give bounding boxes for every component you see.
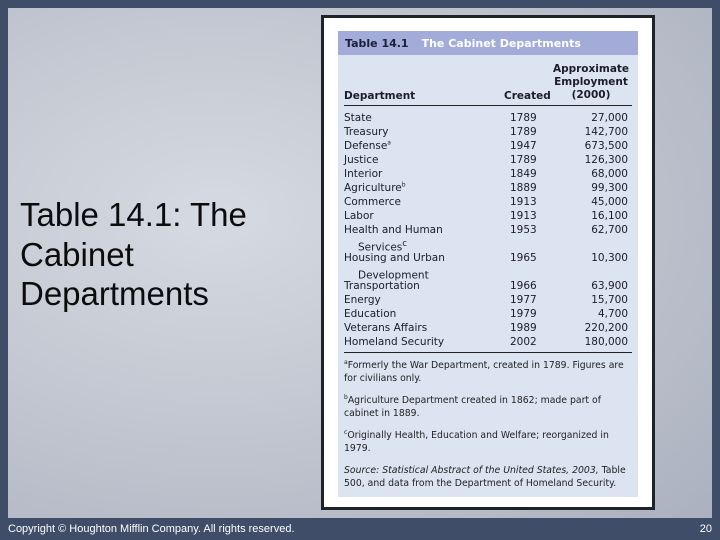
table-row	[344, 181, 632, 195]
cell-employment: 62,700	[591, 224, 628, 236]
footer-copyright: Copyright © Houghton Mifflin Company. All rights reserved.	[8, 523, 295, 535]
cell-employment: 63,900	[591, 280, 628, 292]
header-employment: Approximate Employment (2000)	[552, 63, 630, 101]
cell-created: 1889	[510, 182, 537, 194]
table-footnote: $^c$Originally Health, Education and Welfare; reorganized in 1979.	[344, 428, 609, 454]
cabinet-table	[338, 31, 638, 497]
table-row	[344, 167, 632, 181]
cell-employment: 4,700	[597, 308, 628, 320]
table-header	[344, 55, 632, 106]
cell-department-continued: Services$^c$	[358, 239, 408, 254]
cell-department: Commerce	[344, 196, 401, 208]
cell-employment: 68,000	[591, 168, 628, 180]
slide-title: Table 14.1: The Cabinet Departments	[20, 196, 247, 313]
cell-created: 1789	[510, 112, 537, 124]
source-rest: Table 500, and data from the Department of Homeland Security.	[344, 465, 626, 489]
table-row	[344, 279, 632, 293]
table-row	[344, 223, 632, 254]
cell-department: Education	[344, 308, 397, 320]
cell-created: 1966	[510, 280, 537, 292]
cell-department: Treasury	[344, 126, 389, 138]
cell-created: 1913	[510, 210, 537, 222]
table-row	[344, 209, 632, 223]
cell-employment: 99,300	[591, 182, 628, 194]
cell-employment: 220,200	[584, 322, 628, 334]
table-image-frame	[321, 15, 655, 510]
cell-department: Agriculture$^b$	[344, 181, 406, 194]
table-divider	[344, 352, 632, 353]
cell-employment: 15,700	[591, 294, 628, 306]
cell-department: Veterans Affairs	[344, 322, 428, 334]
cell-department: Energy	[344, 294, 381, 306]
cell-employment: 126,300	[584, 154, 628, 166]
cell-employment: 16,100	[591, 210, 628, 222]
cell-created: 1989	[510, 322, 537, 334]
table-row	[344, 321, 632, 335]
header-department: Department	[344, 90, 416, 102]
cell-created: 1947	[510, 140, 537, 152]
cell-department: Interior	[344, 168, 383, 180]
table-source	[344, 464, 632, 490]
table-row	[344, 335, 632, 349]
table-caption	[338, 31, 638, 55]
table-footnote: $^a$Formerly the War Department, created in 1789. Figures are for civilians only.	[344, 358, 624, 384]
cell-department: Justice	[344, 154, 379, 166]
cell-department: Housing and Urban	[344, 252, 445, 264]
table-row	[344, 125, 632, 139]
cell-created: 2002	[510, 336, 537, 348]
header-created: Created	[504, 90, 551, 102]
table-body	[344, 111, 632, 349]
cell-created: 1789	[510, 154, 537, 166]
source-label: Source: Statistical Abstract of the United States, 2003,	[344, 465, 599, 476]
cell-department: State	[344, 112, 372, 124]
cell-created: 1789	[510, 126, 537, 138]
cell-department: Homeland Security	[344, 336, 445, 348]
table-row	[344, 307, 632, 321]
cell-created: 1849	[510, 168, 537, 180]
table-row	[344, 293, 632, 307]
table-row	[344, 251, 632, 282]
cell-department: Defense$^a$	[344, 139, 391, 152]
table-footnote: $^b$Agriculture Department created in 1862; made part of cabinet in 1889.	[344, 393, 601, 419]
cell-employment: 142,700	[584, 126, 628, 138]
cell-created: 1979	[510, 308, 537, 320]
table-row	[344, 139, 632, 153]
table-row	[344, 153, 632, 167]
cell-created: 1953	[510, 224, 537, 236]
table-notes	[344, 359, 632, 490]
cell-employment: 27,000	[591, 112, 628, 124]
cell-created: 1977	[510, 294, 537, 306]
caption-number: Table 14.1	[345, 36, 409, 50]
caption-title: The Cabinet Departments	[421, 36, 581, 50]
cell-employment: 180,000	[584, 336, 628, 348]
cell-employment: 673,500	[584, 140, 628, 152]
page-number: 20	[699, 523, 712, 535]
cell-employment: 45,000	[591, 196, 628, 208]
cell-created: 1965	[510, 252, 537, 264]
cell-department: Transportation	[344, 280, 420, 292]
table-row	[344, 195, 632, 209]
cell-department: Health and Human	[344, 224, 443, 236]
cell-employment: 10,300	[591, 252, 628, 264]
table-row	[344, 111, 632, 125]
cell-created: 1913	[510, 196, 537, 208]
cell-department: Labor	[344, 210, 374, 222]
table-panel	[324, 18, 652, 507]
cell-department-continued: Development	[358, 269, 429, 282]
